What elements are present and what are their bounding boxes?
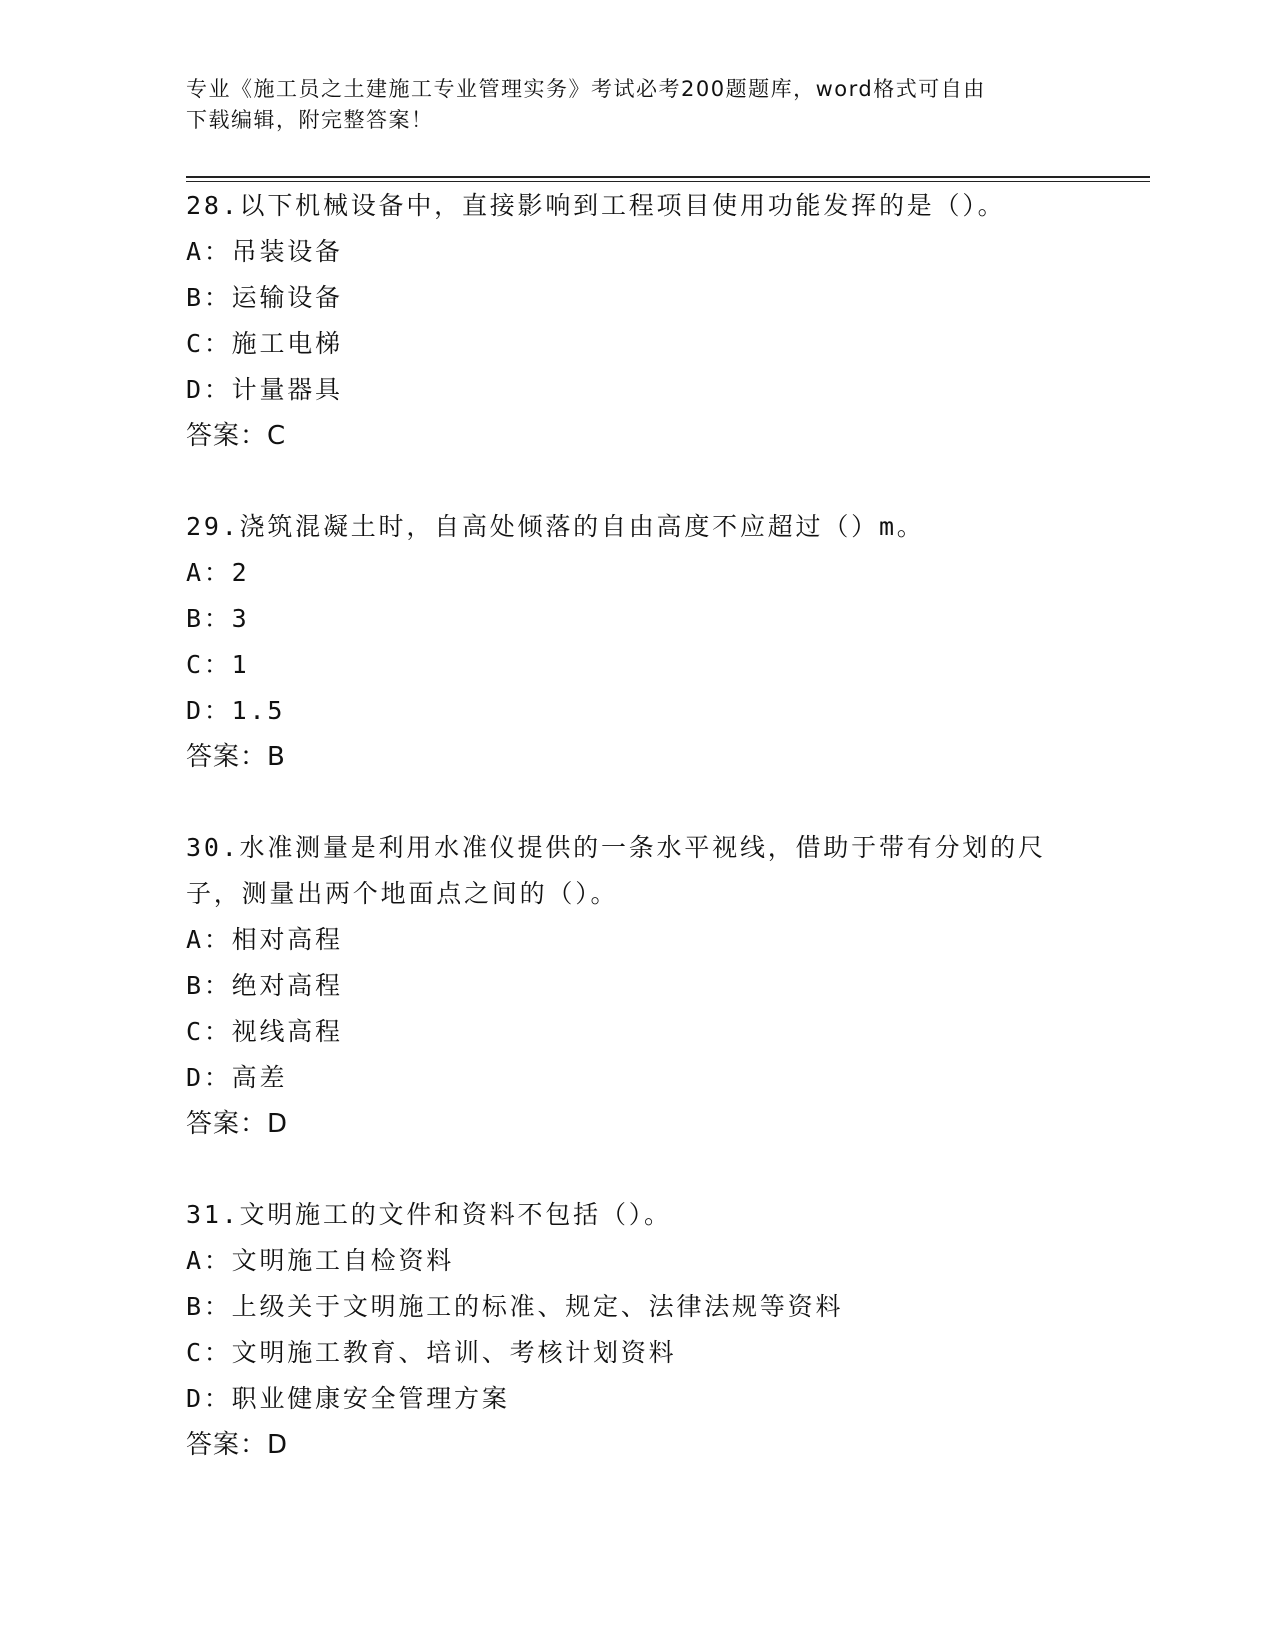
header-divider — [186, 176, 1150, 182]
option-c: C：1 — [186, 650, 250, 679]
option-d: D：高差 — [186, 1063, 288, 1092]
option-c: C：施工电梯 — [186, 329, 343, 358]
question-stem: 29.浇筑混凝土时，自高处倾落的自由高度不应超过（）m。 — [186, 512, 925, 541]
question-stem-line-1: 30.水准测量是利用水准仪提供的一条水平视线，借助于带有分划的尺 — [186, 833, 1046, 862]
option-a: A：文明施工自检资料 — [186, 1246, 455, 1275]
header-line-1: 专业《施工员之土建施工专业管理实务》考试必考200题题库，word格式可自由 — [186, 77, 986, 101]
option-d: D：1.5 — [186, 696, 286, 725]
option-a: A：相对高程 — [186, 925, 343, 954]
answer: 答案：C — [186, 421, 287, 451]
answer: 答案：D — [186, 1430, 289, 1460]
question-29 — [186, 504, 1086, 780]
question-31 — [186, 1192, 1086, 1468]
option-a: A：吊装设备 — [186, 237, 343, 266]
header-line-2: 下载编辑，附完整答案！ — [186, 108, 434, 132]
option-c: C：文明施工教育、培训、考核计划资料 — [186, 1338, 677, 1367]
answer: 答案：B — [186, 742, 286, 772]
question-stem: 28.以下机械设备中，直接影响到工程项目使用功能发挥的是（）。 — [186, 191, 1006, 220]
option-d: D：职业健康安全管理方案 — [186, 1384, 510, 1413]
option-d: D：计量器具 — [186, 375, 343, 404]
question-stem: 31.文明施工的文件和资料不包括（）。 — [186, 1200, 672, 1229]
document-header — [186, 74, 1076, 136]
option-b: B：3 — [186, 604, 250, 633]
option-b: B：绝对高程 — [186, 971, 343, 1000]
option-b: B：上级关于文明施工的标准、规定、法律法规等资料 — [186, 1292, 844, 1321]
answer: 答案：D — [186, 1109, 289, 1139]
option-c: C：视线高程 — [186, 1017, 343, 1046]
option-b: B：运输设备 — [186, 283, 343, 312]
option-a: A：2 — [186, 558, 250, 587]
question-30 — [186, 825, 1086, 1147]
question-stem-line-2: 子，测量出两个地面点之间的（）。 — [186, 879, 619, 908]
question-28 — [186, 183, 1086, 459]
